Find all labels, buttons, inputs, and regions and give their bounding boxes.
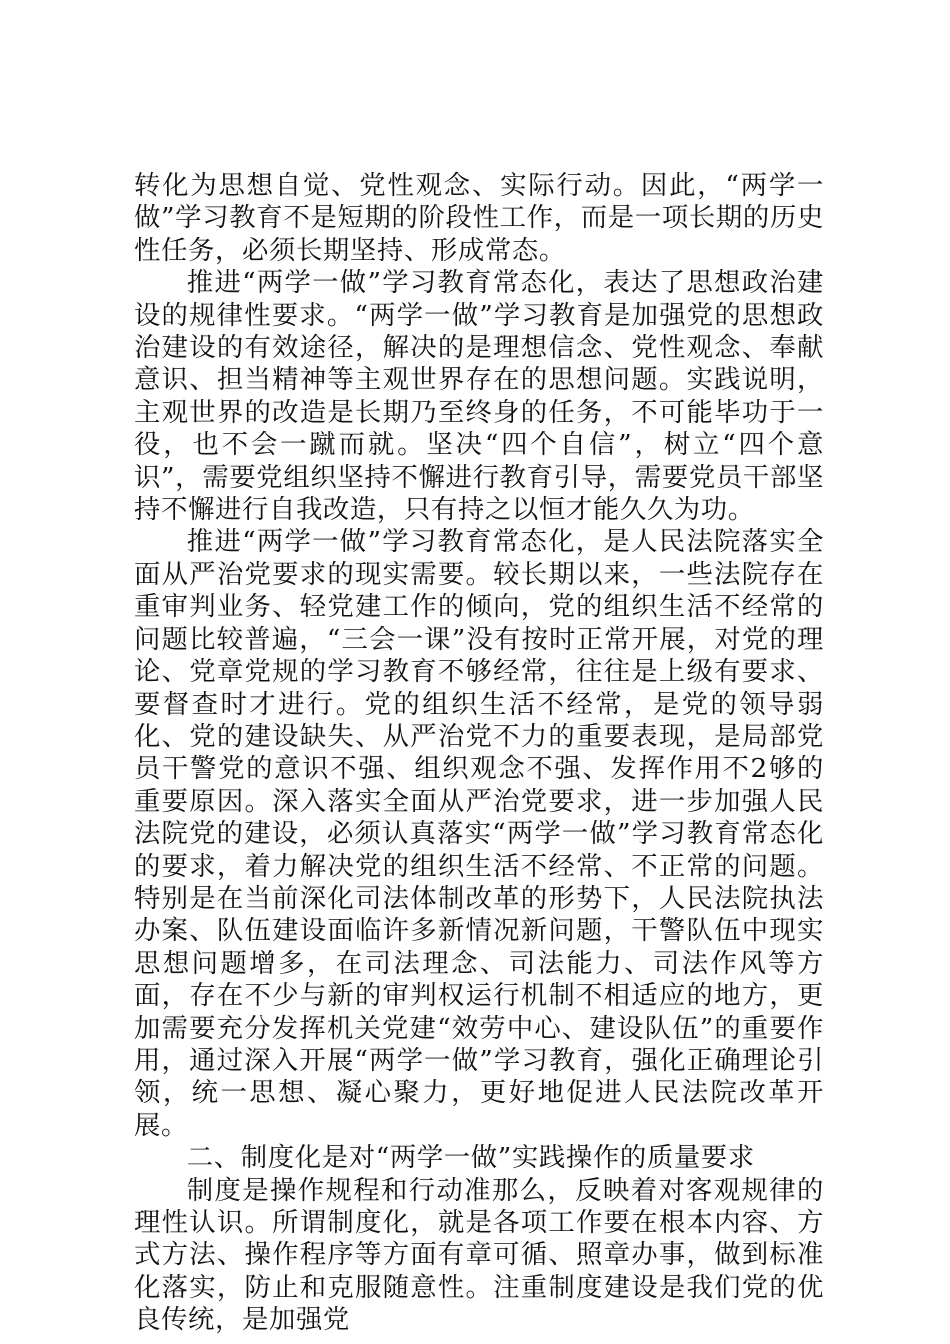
paragraph-regularity: 推进“两学一做”学习教育常态化，表达了思想政治建设的规律性要求。“两学一做”学习教育是加强党的思想政治建设的有效途径，解决的是理想信念、党性观念、奉献意识、担当精神等主观世界存在的思想问题。实践说明，主观世界的改造是长期乃至终身的任务，不可能毕功于一役，也不会一蹴而就。坚决“四个自信”，树立“四个意识”，需要党组织坚持不懈进行教育引导，需要党员干部坚持不懈进行自我改造，只有持之以恒才能久久为功。 xyxy=(134,267,824,526)
document-body xyxy=(134,170,824,1337)
paragraph-continuation: 转化为思想自觉、党性观念、实际行动。因此，“两学一做”学习教育不是短期的阶段性工作，而是一项长期的历史性任务，必须长期坚持、形成常态。 xyxy=(134,170,824,266)
section-heading: 二、制度化是对“两学一做”实践操作的质量要求 xyxy=(186,1142,755,1174)
paragraph-institutionalization: 制度是操作规程和行动准那么，反映着对客观规律的理性认识。所谓制度化，就是各项工作要在根本内容、方式方法、操作程序等方面有章可循、照章办事，做到标准化落实，防止和克服随意性。注重制度建设是我们党的优良传统，是加强党 xyxy=(134,1174,824,1336)
paragraph-court-needs: 推进“两学一做”学习教育常态化，是人民法院落实全面从严治党要求的现实需要。较长期以来，一些法院存在重审判业务、轻党建工作的倾向，党的组织生活不经常的问题比较普遍，“三会一课”没有按时正常开展，对党的理论、党章党规的学习教育不够经常，往往是上级有要求、要督查时才进行。党的组织生活不经常，是党的领导弱化、党的建设缺失、从严治党不力的重要表现，是局部党员干警党的意识不强、组织观念不强、发挥作用不2够的重要原因。深入落实全面从严治党要求，进一步加强人民法院党的建设，必须认真落实“两学一做”学习教育常态化的要求，着力解决党的组织生活不经常、不正常的问题。特别是在当前深化司法体制改革的形势下，人民法院执法办案、队伍建设面临许多新情况新问题，干警队伍中现实思想问题增多，在司法理念、司法能力、司法作风等方面，存在不少与新的审判权运行机制不相适应的地方，更加需要充分发挥机关党建“效劳中心、建设队伍”的重要作用，通过深入开展“两学一做”学习教育，强化正确理论引领，统一思想、凝心聚力，更好地促进人民法院改革开展。 xyxy=(134,526,824,1141)
